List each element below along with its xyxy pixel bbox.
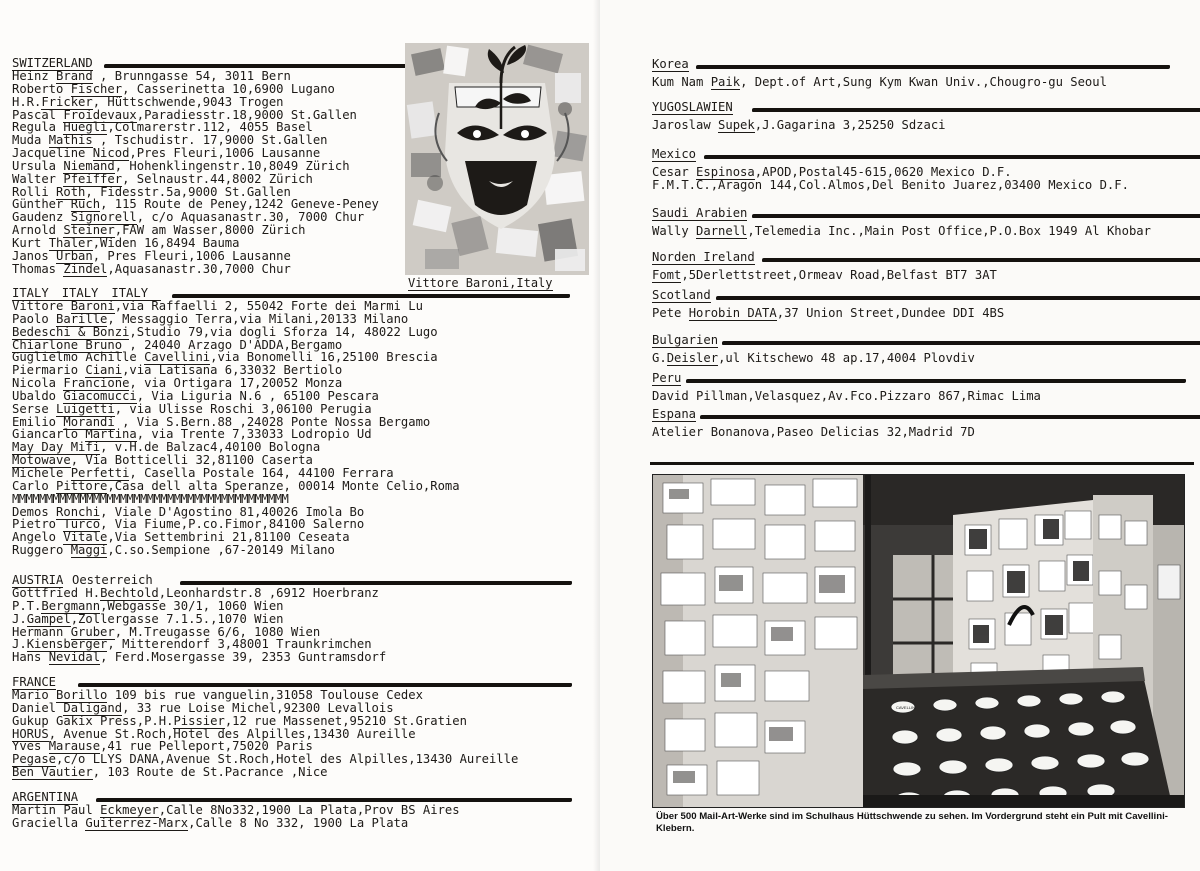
entry-name: Martina — [85, 427, 137, 442]
address-entry — [12, 263, 412, 276]
entry-address: ,5Derlettstreet,Ormeav Road,Belfast BT7 3AT — [681, 268, 997, 282]
entry-name: Signorell — [70, 210, 137, 225]
entry-name: Horobin DATA — [688, 306, 777, 320]
entry-name: Eckmeyer — [100, 803, 159, 817]
entry-prefix: Serse — [12, 401, 57, 416]
entry-name: Ciani — [85, 363, 123, 378]
entry-address: ,Widen 16,8494 Bauma — [92, 235, 240, 250]
entry-address: , 115 Route de Peney,1242 Geneve-Peney — [100, 197, 379, 212]
entry-name: Pegase — [12, 752, 57, 767]
entry-address: , v.H.de Balzac4,40100 Bologna — [100, 440, 321, 455]
entry-prefix: Roberto — [12, 81, 71, 96]
address-entry — [652, 179, 1192, 192]
entry-address: ,Telemedia Inc.,Main Post Office,P.O.Box 1949 Al Khobar — [747, 224, 1151, 238]
entry-name: HORUS — [12, 726, 49, 741]
entry-prefix: Muda — [12, 133, 49, 148]
entry-address: ,APOD,Postal45-615,0620 Mexico D.F. — [754, 165, 1012, 179]
section-france — [12, 676, 572, 779]
entry-name: Mathis — [48, 133, 93, 148]
entry-prefix: Vittore — [12, 299, 71, 313]
entry-prefix: J. — [12, 611, 27, 626]
entry-list — [652, 352, 1192, 365]
entry-prefix: Wally — [652, 224, 697, 238]
entry-name: Steiner — [63, 223, 115, 238]
entry-list — [12, 804, 572, 830]
entry-address: , Hüttschwende,9043 Trogen — [92, 94, 284, 109]
entry-prefix: Ursula — [12, 158, 64, 173]
entry-address: ,37 Union Street,Dundee DDI 4BS — [776, 306, 1005, 320]
entry-address: ,c/o LLYS DANA,Avenue St.Roch,Hotel des Alpilles,13430 Aureille — [56, 752, 519, 767]
entry-name: Gruber — [70, 624, 115, 639]
entry-address: , via Ortigara 17,20052 Monza — [129, 376, 343, 391]
entry-name: Paik — [710, 75, 741, 89]
section-header: ARGENTINA — [12, 790, 79, 804]
entry-name: Fischer — [70, 81, 123, 96]
section-header: Norden Ireland — [652, 250, 755, 264]
header-bar — [78, 683, 572, 687]
entry-address: , Viale D'Agostino 81,40026 Imola Bo — [100, 504, 365, 519]
address-entry — [12, 651, 572, 664]
entry-address: ,via Raffaelli 2, 55042 Forte dei Marmi Lu — [114, 299, 423, 313]
entry-prefix: Gaudenz — [12, 210, 71, 225]
section-header — [12, 574, 63, 588]
entry-name: Gampel — [26, 611, 71, 626]
entry-name: Motowave — [12, 453, 71, 468]
address-entry — [12, 766, 572, 779]
entry-name: Perfetti — [70, 465, 130, 480]
entry-prefix: Mario — [12, 688, 57, 702]
entry-name: Baroni — [70, 299, 115, 313]
entry-name: Vitale — [63, 530, 108, 545]
entry-name: Francione — [63, 376, 130, 391]
entry-prefix: Pete — [652, 306, 689, 320]
entry-address: ,J.Gagarina 3,25250 Sdzaci — [754, 118, 946, 132]
header-bar — [700, 415, 1200, 419]
entry-name: Ronchi — [56, 504, 101, 519]
entry-address: , Hohenklingenstr.10,8049 Zürich — [114, 158, 350, 173]
entry-prefix: Nicola — [12, 376, 64, 391]
entry-address: , Messaggio Terra,via Milani,20133 Milano — [107, 311, 409, 326]
address-entry — [652, 225, 1192, 238]
address-entry — [652, 119, 1192, 132]
entry-list — [12, 689, 572, 779]
entry-address: ,Calle 8No332,1900 La Plata,Prov BS Aires — [158, 803, 460, 817]
entry-name: Marause — [48, 739, 101, 754]
entry-name: Supek — [718, 118, 755, 132]
entry-name: Borillo — [56, 688, 108, 702]
header-bar — [752, 214, 1200, 218]
entry-prefix: Giancarlo — [12, 427, 86, 442]
entry-name: Ruch — [70, 197, 101, 212]
entry-address: ,41 rue Pelleport,75020 Paris — [100, 739, 313, 754]
section-header: SWITZERLAND — [12, 56, 93, 70]
photo-top-rule — [650, 462, 1194, 465]
section-header: FRANCE — [12, 675, 57, 689]
section-header: Scotland — [652, 288, 711, 302]
section-header: Saudi Arabien — [652, 206, 748, 220]
header-bar — [180, 581, 572, 585]
exhibition-photo-graphic — [653, 475, 1185, 808]
entry-list — [652, 269, 1192, 282]
entry-name: Pittore — [56, 478, 108, 493]
header-bar — [172, 294, 570, 298]
entry-prefix: Ubaldo — [12, 388, 64, 403]
section-espana — [652, 408, 1192, 439]
address-entry — [652, 76, 1192, 89]
header-bar — [704, 155, 1200, 159]
entry-name: Pfeiffer — [63, 171, 123, 186]
entry-name: Zindel — [63, 261, 108, 276]
section-subheader: Oesterreich — [72, 573, 153, 587]
address-entry — [12, 817, 572, 830]
entry-prefix: Carlo — [12, 478, 57, 493]
header-bar — [716, 296, 1200, 300]
entry-list — [652, 166, 1192, 192]
entry-prefix: Jacqueline — [12, 146, 93, 161]
entry-address: ,FAW am Wasser,8000 Zürich — [114, 223, 306, 238]
header-word: ITALY — [12, 286, 49, 300]
section-norden-ireland — [652, 251, 1192, 282]
entry-name: Guiterrez-Marx — [85, 815, 189, 830]
entry-address: ,Calle 8 No 332, 1900 La Plata — [188, 815, 409, 830]
section-bulgarien — [652, 334, 1192, 365]
header-bar — [96, 798, 572, 802]
section-mexico — [652, 148, 1192, 192]
entry-address: ,Aquasanastr.30,7000 Chur — [107, 261, 291, 276]
entry-address: , 33 rue Loise Michel,92300 Levallois — [122, 700, 394, 715]
entry-name: Nevidal — [48, 650, 101, 665]
entry-address: ,Paradiesstr.18,9000 St.Gallen — [136, 107, 357, 122]
entry-address: ,via Latisana 6,33032 Bertiolo — [122, 363, 343, 378]
entry-name: May Day Mifi — [12, 440, 101, 455]
address-entry — [12, 544, 572, 557]
entry-address: ,Studio 79,via dogli Sforza 14, 48022 Lugo — [129, 324, 438, 339]
entry-prefix: Rolli — [12, 184, 57, 199]
entry-name: Bedeschi & Bonzi — [12, 324, 130, 339]
entry-address: , Brunngasse 54, 3011 Bern — [92, 69, 291, 83]
entry-prefix: Heinz — [12, 69, 57, 83]
entry-address: , Pres Fleuri,1006 Lausanne — [92, 248, 291, 263]
entry-list — [652, 76, 1192, 89]
entry-address: ,Webgasse 30/1, 1060 Wien — [100, 598, 284, 613]
entry-address: , Casella Postale 164, 44100 Ferrara — [129, 465, 394, 480]
entry-list — [12, 587, 572, 664]
entry-address: , Tschudistr. 17,9000 St.Gallen — [92, 133, 328, 148]
address-entry — [652, 426, 1192, 439]
entry-name: Morandi — [63, 414, 115, 429]
header-bar — [752, 108, 1200, 112]
entry-name: Barille — [56, 311, 108, 326]
entry-prefix: Pascal — [12, 107, 64, 122]
entry-name: Cavellini — [144, 350, 211, 365]
entry-prefix: Angelo — [12, 530, 64, 545]
entry-prefix: Atelier Bonanova,Paseo Delicias 32,Madrid 7D — [652, 425, 975, 439]
section-korea — [652, 58, 1192, 89]
entry-address: ,Pres Fleuri,1006 Lausanne — [129, 146, 321, 161]
entry-prefix: H.R. — [12, 94, 42, 109]
section-yugoslawien — [652, 101, 1192, 132]
entry-prefix: Kurt — [12, 235, 49, 250]
entry-prefix: Hermann — [12, 624, 71, 639]
entry-list — [652, 307, 1192, 320]
entry-name: Giacomucci — [63, 388, 137, 403]
entry-name: Roth — [56, 184, 86, 199]
entry-name: Kiensberger — [26, 637, 108, 652]
entry-address: , Avenue St.Roch,Hotel des Alpilles,13430 Aureille — [48, 726, 416, 741]
entry-name: Chiarlone Bruno — [12, 337, 123, 352]
entry-name: Ben Vautier — [12, 765, 93, 780]
entry-address: , Via Liguria N.6 , 65100 Pescara — [136, 388, 379, 403]
entry-prefix: J. — [12, 637, 27, 652]
entry-prefix: P.T. — [12, 598, 42, 613]
artwork-collage — [405, 43, 589, 275]
exhibition-photo — [652, 474, 1185, 808]
entry-name: Maggi — [70, 543, 108, 558]
entry-address: , Casserinetta 10,6900 Lugano — [122, 81, 335, 96]
entry-list — [12, 70, 412, 276]
entry-prefix: Thomas — [12, 261, 64, 276]
entry-prefix: Piermario — [12, 363, 86, 378]
entry-prefix: Kum Nam — [652, 75, 711, 89]
header-bar — [722, 341, 1200, 345]
entry-name: Froidevaux — [63, 107, 137, 122]
entry-prefix: Emilio — [12, 414, 64, 429]
section-italy — [12, 287, 572, 557]
entry-prefix: Hans — [12, 650, 49, 665]
entry-prefix: Gottfried H. — [12, 586, 101, 600]
address-entry — [652, 352, 1192, 365]
entry-prefix: G. — [652, 351, 667, 365]
entry-prefix: Jaroslaw — [652, 118, 719, 132]
entry-prefix: Paolo — [12, 311, 57, 326]
entry-name: Bechtold — [100, 586, 159, 600]
artwork-caption: Vittore Baroni,Italy — [408, 276, 553, 290]
entry-name: Fomt — [652, 268, 682, 282]
section-header: YUGOSLAWIEN — [652, 100, 733, 114]
header-word: ITALY — [61, 286, 99, 300]
entry-address: ,ul Kitschewo 48 ap.17,4004 Plovdiv — [718, 351, 975, 365]
address-entry — [652, 307, 1192, 320]
entry-address: , Via Botticelli 32,81100 Caserta — [70, 453, 313, 468]
entry-address: ,12 rue Massenet,95210 St.Gratien — [224, 713, 467, 728]
entry-address: , Via Fiume,P.co.Fimor,84100 Salerno — [100, 517, 365, 532]
entry-name: Espinosa — [696, 165, 755, 179]
entry-name: Niemand — [63, 158, 115, 173]
entry-prefix: Cesar — [652, 165, 697, 179]
entry-name: Huegli — [63, 120, 108, 135]
entry-address: , Ferd.Mosergasse 39, 2353 Guntramsdorf — [100, 650, 387, 665]
section-switzerland — [12, 57, 412, 276]
sticker-label: CAVELLINI — [896, 705, 917, 710]
section-header: Espana — [652, 407, 697, 421]
entry-list — [652, 426, 1192, 439]
entry-list — [652, 119, 1192, 132]
entry-address: , Fidesstr.5a,9000 St.Gallen — [85, 184, 291, 199]
entry-list — [652, 390, 1192, 403]
entry-address: , c/o Aquasanastr.30, 7000 Chur — [136, 210, 365, 225]
entry-address: ,Casa dell alta Speranze, 00014 Monte Celio,Roma — [107, 478, 460, 493]
entry-address: , via Trente 7,33033 Lodropio Ud — [136, 427, 372, 442]
entry-address: ,Colmarerstr.112, 4055 Basel — [107, 120, 313, 135]
entry-prefix: Regula — [12, 120, 64, 135]
entry-prefix: F.M.T.C.,Aragon 144,Col.Almos,Del Benito Juarez,03400 Mexico D.F. — [652, 177, 1129, 192]
entry-list — [652, 225, 1192, 238]
entry-prefix: Ruggero — [12, 543, 71, 558]
entry-prefix: Daniel — [12, 700, 64, 715]
entry-name: Nicod — [92, 146, 130, 161]
address-entry — [652, 269, 1192, 282]
entry-address: , 103 Route de St.Pacrance ,Nice — [92, 765, 328, 780]
entry-name: Darnell — [696, 224, 748, 238]
entry-name: Luigetti — [56, 401, 115, 416]
entry-name: Pissier — [173, 713, 225, 728]
section-saudi — [652, 207, 1192, 238]
header-word: AUSTRIA — [12, 573, 64, 587]
entry-prefix: Michele — [12, 465, 71, 480]
header-word: ITALY — [111, 286, 149, 300]
entry-name: Brand — [56, 69, 93, 83]
entry-prefix: Martin Paul — [12, 803, 101, 817]
entry-name: Bergmann — [41, 598, 101, 613]
entry-address: ,Leonhardstr.8 ,6912 Hoerbranz — [158, 586, 379, 600]
entry-address: 109 bis rue vanguelin,31058 Toulouse Cedex — [107, 688, 423, 702]
header-bar — [762, 258, 1200, 262]
entry-name: Thaler — [48, 235, 93, 250]
section-austria — [12, 574, 572, 664]
header-bar — [696, 65, 1170, 69]
entry-prefix: Demos — [12, 504, 57, 519]
entry-name: Daligand — [63, 700, 123, 715]
entry-prefix: Walter — [12, 171, 64, 186]
entry-name: Urban — [56, 248, 93, 263]
entry-name: Fricker — [41, 94, 93, 109]
header-bar — [104, 64, 410, 68]
entry-prefix: Janos — [12, 248, 57, 263]
section-header: Bulgarien — [652, 333, 719, 347]
entry-name: Deisler — [666, 351, 719, 365]
entry-address: MMMMMMMMMMMMMMMMMMMMMMMMMMMMMMMMMMMMMMMMM — [12, 491, 289, 506]
entry-address: ,Via Settembrini 21,81100 Ceseata — [107, 530, 350, 545]
entry-address: , Selnaustr.44,8002 Zürich — [122, 171, 313, 186]
entry-prefix: Pietro — [12, 517, 64, 532]
photo-caption: Über 500 Mail-Art-Werke sind im Schulhaus Hüttschwende zu sehen. Im Vordergrund steht ein Pult mit Cavellini-Klebern. — [656, 811, 1168, 834]
entry-list — [12, 300, 572, 557]
entry-address: ,via Bonomelli 16,25100 Brescia — [210, 350, 438, 365]
entry-address: , M.Treugasse 6/6, 1080 Wien — [114, 624, 321, 639]
entry-prefix: Yves — [12, 739, 49, 754]
entry-prefix: Gukup Gakix Press,P.H. — [12, 713, 174, 728]
section-peru — [652, 372, 1192, 403]
artwork-image — [405, 43, 589, 275]
section-header — [12, 287, 161, 301]
entry-address: , via Ulisse Roschi 3,06100 Perugia — [114, 401, 372, 416]
entry-address: , Mitterendorf 3,48001 Traunkrimchen — [107, 637, 372, 652]
entry-address: , Dept.of Art,Sung Kym Kwan Univ.,Chougro-gu Seoul — [740, 75, 1107, 89]
entry-name: Turco — [63, 517, 101, 532]
entry-prefix: Günther — [12, 197, 71, 212]
entry-prefix: Graciella — [12, 815, 86, 830]
section-header: Peru — [652, 371, 682, 385]
right-page — [600, 0, 1200, 871]
address-entry — [12, 587, 572, 600]
address-entry — [652, 390, 1192, 403]
entry-prefix: Guglielmo Achille — [12, 350, 145, 365]
entry-address: , 24040 Arzago D'ADDA,Bergamo — [122, 337, 343, 352]
header-bar — [686, 379, 1186, 383]
entry-address: , Via S.Bern.88 ,24028 Ponte Nossa Bergamo — [114, 414, 431, 429]
entry-address: ,C.so.Sempione ,67-20149 Milano — [107, 543, 335, 558]
entry-address: ,Zollergasse 7.1.5.,1070 Wien — [70, 611, 284, 626]
entry-prefix: Arnold — [12, 223, 64, 238]
section-scotland — [652, 289, 1192, 320]
section-header: Korea — [652, 57, 689, 71]
section-argentina — [12, 791, 572, 830]
entry-prefix: David Pillman,Velasquez,Av.Fco.Pizzaro 867,Rimac Lima — [652, 389, 1041, 403]
section-header: Mexico — [652, 147, 697, 161]
